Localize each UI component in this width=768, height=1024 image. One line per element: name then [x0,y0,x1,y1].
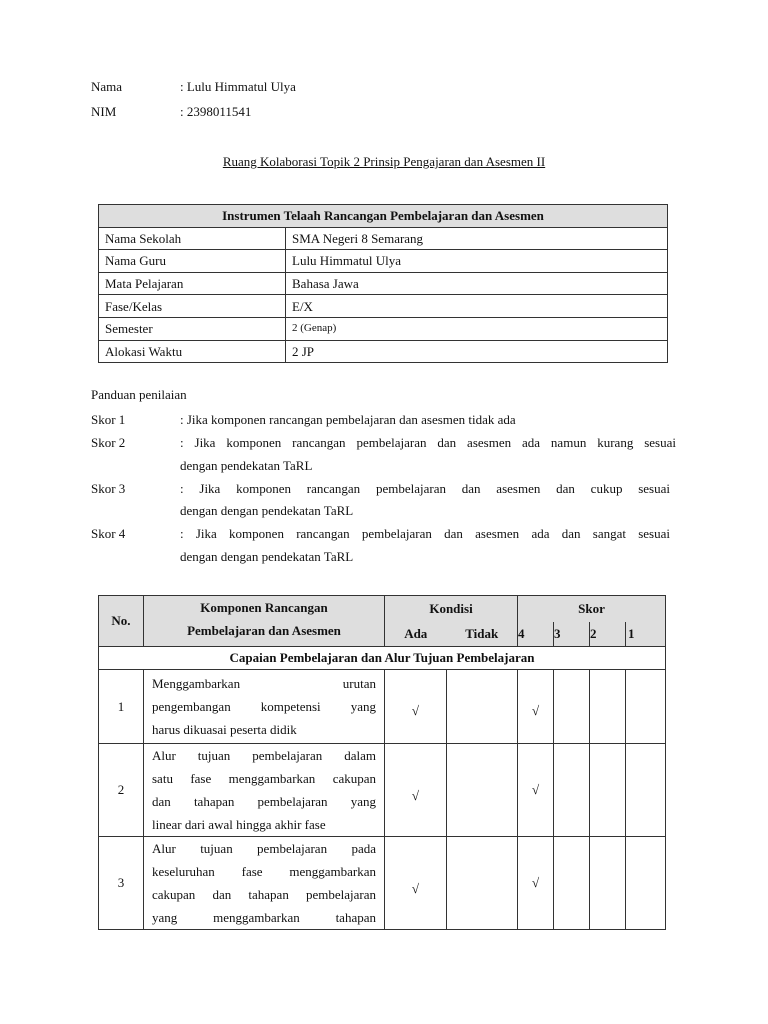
skor-4-cell [518,837,554,930]
col-skor-4-header: 4 [518,622,554,646]
section-row [99,647,666,670]
skor-3-cell [554,670,590,744]
skor-3-cell [554,837,590,930]
skor-3-cell [554,744,590,837]
info-heading: Instrumen Telaah Rancangan Pembelajaran dan Asesmen [99,205,668,228]
col-komponen-line1: Komponen Rancangan [200,600,328,615]
assessment-table [98,595,666,930]
table-row [99,837,666,930]
info-value: SMA Negeri 8 Semarang [286,227,668,250]
col-skor-header: Skor [518,596,666,623]
col-tidak-header: Tidak [447,622,518,646]
skor-4-cell [518,670,554,744]
tidak-cell [447,744,518,837]
info-heading-row [99,205,668,228]
info-row [99,250,668,273]
page-title [0,154,768,170]
guide-text: : Jika komponen rancangan pembelajaran dan asesmen dan cukup sesuai [180,481,670,496]
desc-line: Alur tujuan pembelajaran dalam [152,748,376,763]
desc-line: linear dari awal hingga akhir fase [152,817,326,832]
row-number: 2 [99,744,144,837]
skor-1-cell [626,744,666,837]
guide-text: : Jika komponen rancangan pembelajaran dan asesmen tidak ada [180,412,516,427]
skor-2-cell [590,670,626,744]
col-no-header: No. [99,596,144,647]
info-value: E/X [286,295,668,318]
info-label: Fase/Kelas [99,295,286,318]
ada-check-cell [385,670,447,744]
desc-line: dan tahapan pembelajaran yang [152,794,376,809]
ada-check-cell [385,744,447,837]
desc-line: Menggambarkan urutan [152,676,376,691]
col-skor-2-header: 2 [590,622,626,646]
info-row [99,317,668,340]
nama-label: Nama [91,79,123,94]
desc-line: Alur tujuan pembelajaran pada [152,841,376,856]
guide-title: Panduan penilaian [91,387,187,402]
guide-label: Skor 4 [91,526,126,541]
info-row [99,295,668,318]
check-icon: √ [531,875,540,890]
guide-text-cont: dengan dengan pendekatan TaRL [180,503,354,518]
ada-check-cell [385,837,447,930]
check-icon: √ [531,782,540,797]
tidak-cell [447,837,518,930]
col-skor-3-header: 3 [554,622,590,646]
section-heading: Capaian Pembelajaran dan Alur Tujuan Pembelajaran [99,647,666,670]
info-row [99,227,668,250]
nim-value: : 2398011541 [180,104,252,119]
col-kondisi-header: Kondisi [385,596,518,623]
info-label: Nama Guru [99,250,286,273]
guide-text-cont: dengan pendekatan TaRL [180,458,313,473]
nama-value: : Lulu Himmatul Ulya [180,79,296,94]
row-description [144,670,385,744]
col-skor-1-header: 1 [626,622,666,646]
info-label: Mata Pelajaran [99,272,286,295]
check-icon: √ [411,702,420,718]
page-title-text: Ruang Kolaborasi Topik 2 Prinsip Pengajaran dan Asesmen II [222,154,546,169]
row-description [144,744,385,837]
guide-label: Skor 3 [91,481,126,496]
info-row [99,272,668,295]
guide-text-cont: dengan dengan pendekatan TaRL [180,549,354,564]
check-icon: √ [531,702,540,718]
guide-label: Skor 2 [91,435,126,450]
info-label: Nama Sekolah [99,227,286,250]
info-value: Lulu Himmatul Ulya [286,250,668,273]
row-number: 1 [99,670,144,744]
check-icon: √ [411,788,420,803]
skor-1-cell [626,837,666,930]
skor-4-cell [518,744,554,837]
info-row [99,340,668,363]
info-table [98,204,668,363]
info-label: Alokasi Waktu [99,340,286,363]
desc-line: cakupan dan tahapan pembelajaran [152,887,376,902]
check-icon: √ [411,881,420,896]
row-description [144,837,385,930]
info-label: Semester [99,317,286,340]
desc-line: keseluruhan fase menggambarkan [152,864,376,879]
guide-text: : Jika komponen rancangan pembelajaran dan asesmen ada dan sangat sesuai [180,526,670,541]
info-value: 2 (Genap) [286,317,668,340]
desc-line: satu fase menggambarkan cakupan [152,771,376,786]
guide-text: : Jika komponen rancangan pembelajaran dan asesmen ada namun kurang sesuai [180,435,676,450]
col-komponen-line2: Pembelajaran dan Asesmen [187,623,341,638]
skor-2-cell [590,744,626,837]
header-row-1 [99,596,666,623]
desc-line: pengembangan kompetensi yang [152,699,376,714]
skor-1-cell [626,670,666,744]
col-komponen-header [144,596,385,647]
skor-2-cell [590,837,626,930]
desc-line: harus dikuasai peserta didik [152,722,297,737]
info-value: 2 JP [286,340,668,363]
desc-line: yang menggambarkan tahapan [152,910,376,925]
info-value: Bahasa Jawa [286,272,668,295]
row-number: 3 [99,837,144,930]
nim-label: NIM [91,104,117,119]
col-ada-header: Ada [385,622,447,646]
table-row [99,670,666,744]
table-row [99,744,666,837]
guide-label: Skor 1 [91,412,126,427]
tidak-cell [447,670,518,744]
